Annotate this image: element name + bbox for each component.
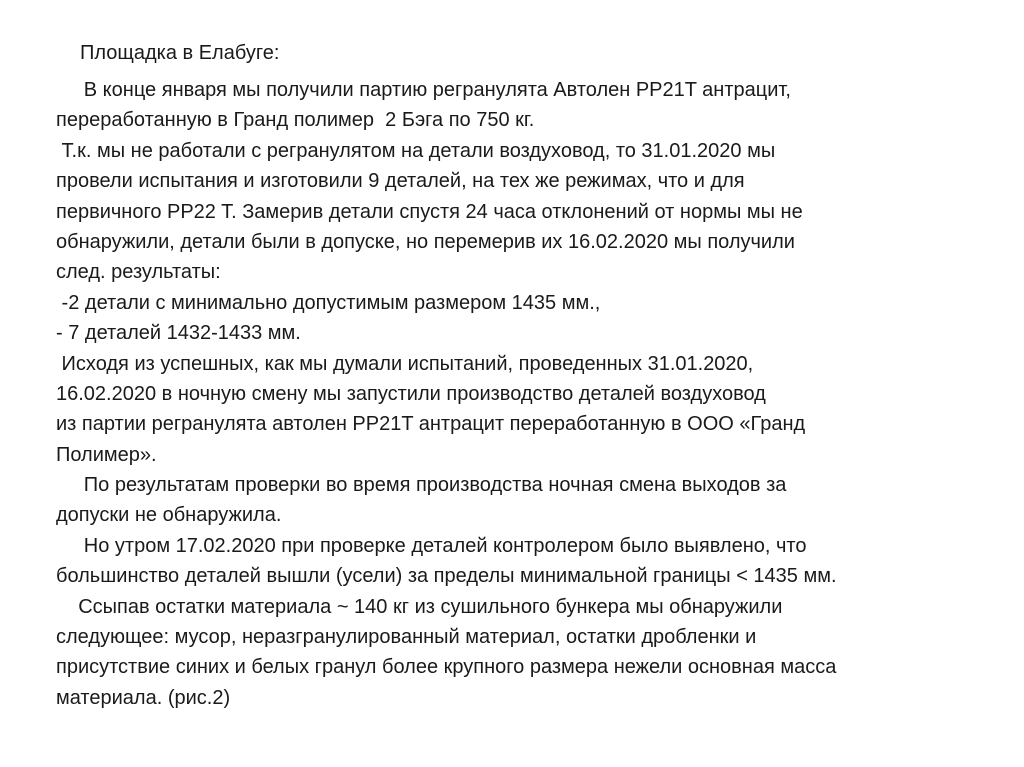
text-line: - 7 деталей 1432-1433 мм. [56,322,301,345]
text-line: допуски не обнаружила. [56,504,282,527]
text-line: Т.к. мы не работали с регранулятом на детали воздуховод, то 31.01.2020 мы [56,139,776,162]
text-line: большинство деталей вышли (усели) за пределы минимальной границы < 1435 мм. [56,565,837,588]
text-line: Исходя из успешных, как мы думали испытаний, проведенных 31.01.2020, [56,352,754,375]
text-line: след. результаты: [56,261,221,284]
text-line: Полимер». [56,443,157,466]
text-line: обнаружили, детали были в допуске, но перемерив их 16.02.2020 мы получили [56,230,795,253]
body-text [56,75,1016,713]
text-line: По результатам проверки во время производства ночная смена выходов за [56,474,787,497]
text-line: из партии регранулята автолен PP21T антрацит переработанную в ООО «Гранд [56,413,806,436]
text-line: 16.02.2020 в ночную смену мы запустили производство деталей воздуховод [56,382,766,405]
text-line: провели испытания и изготовили 9 деталей, на тех же режимах, что и для [56,170,745,193]
text-line: присутствие синих и белых гранул более крупного размера нежели основная масса [56,656,837,679]
text-line: Но утром 17.02.2020 при проверке деталей контролером было выявлено, что [56,534,807,557]
text-line: следующее: мусор, неразгранулированный материал, остатки дробленки и [56,626,757,649]
text-line: переработанную в Гранд полимер 2 Бэга по 750 кг. [56,109,535,132]
text-line: первичного PP22 T. Замерив детали спустя 24 часа отклонений от нормы мы не [56,200,803,223]
text-line: В конце января мы получили партию регранулята Автолен PP21T антрацит, [56,79,791,101]
text-line: материала. (рис.2) [56,686,231,709]
text-line: -2 детали с минимально допустимым размером 1435 мм., [56,291,601,314]
text-line: Ссыпав остатки материала ~ 140 кг из сушильного бункера мы обнаружили [56,595,783,618]
page-title: Площадка в Елабуге: [80,42,280,64]
